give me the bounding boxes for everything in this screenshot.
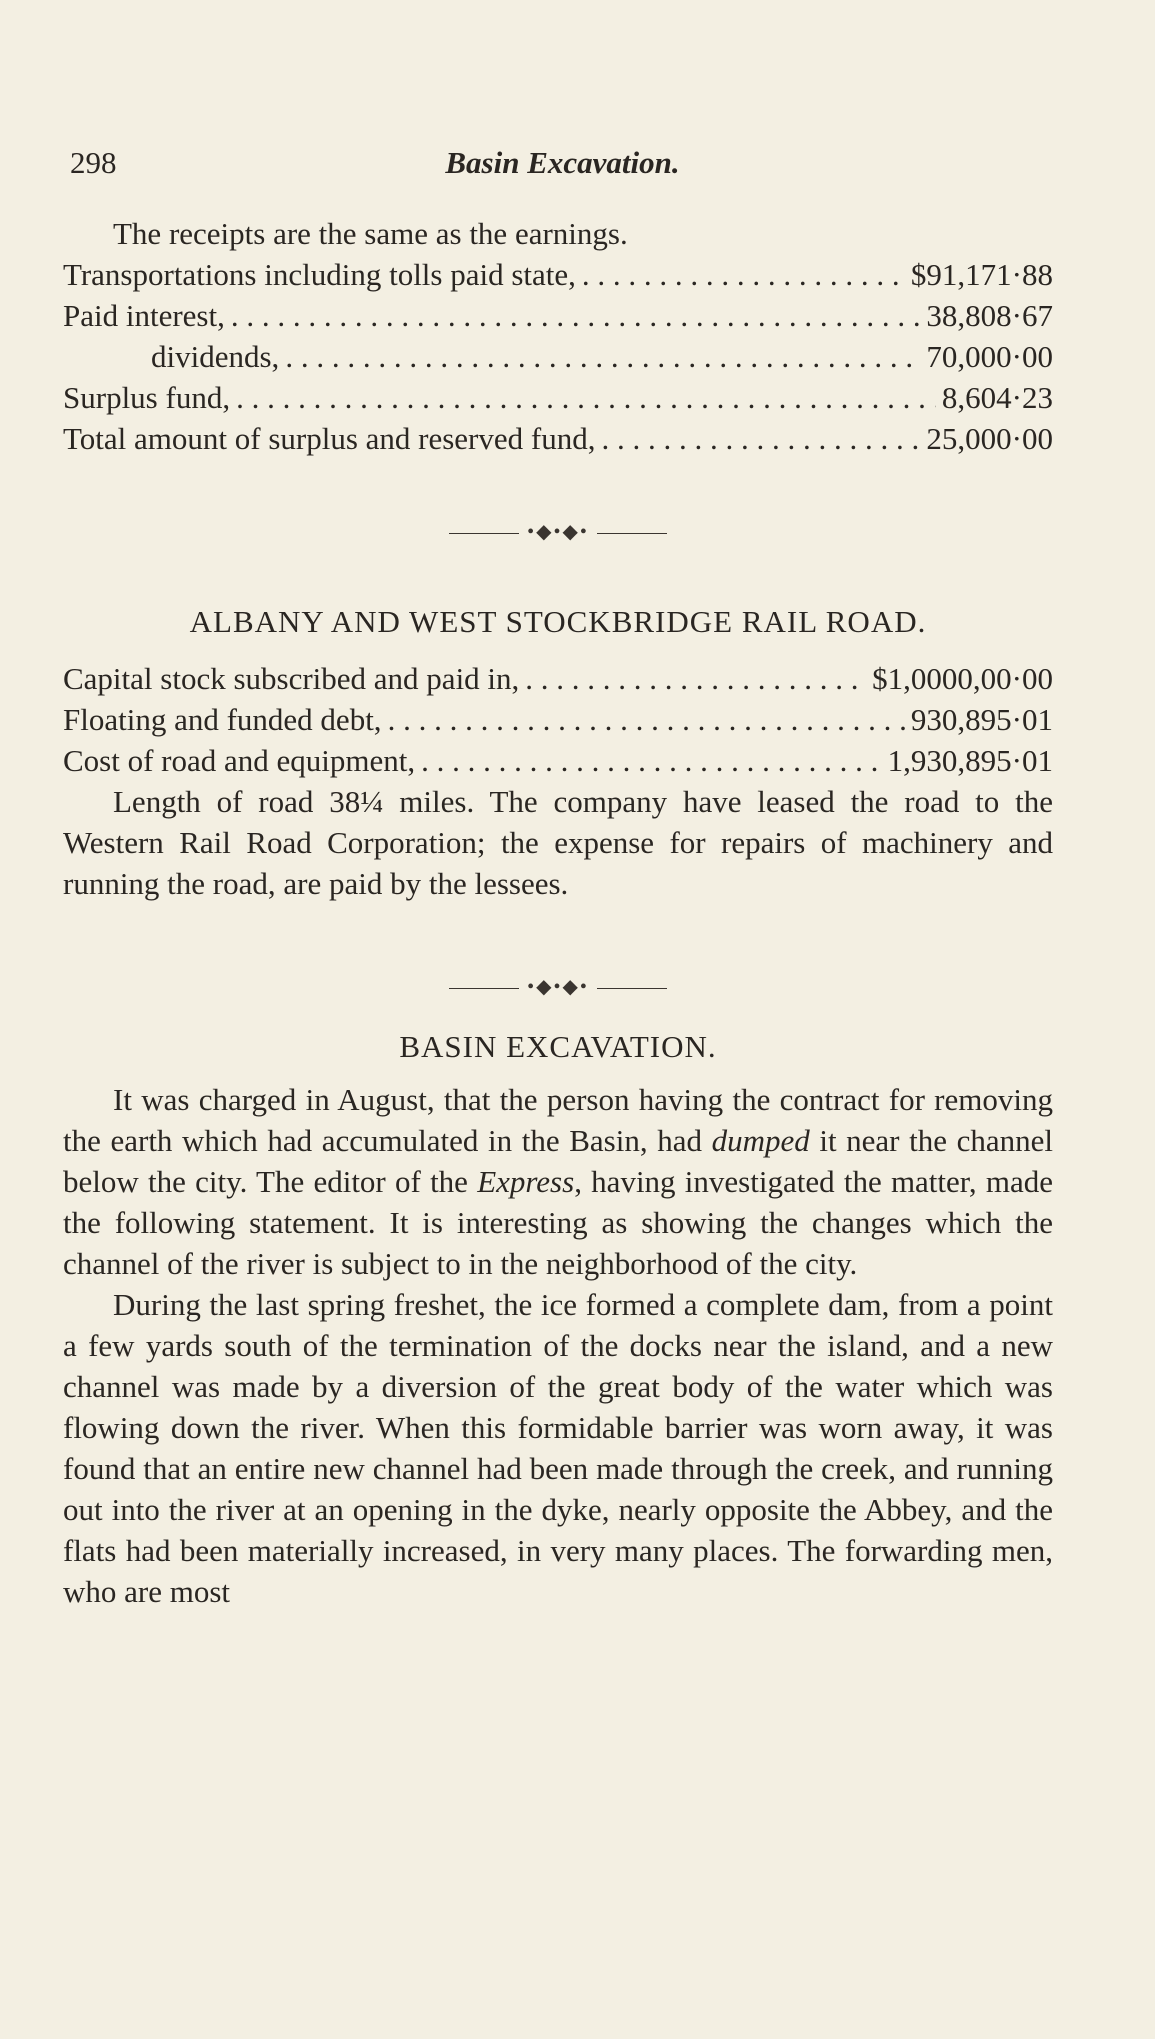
- leader-dots: [421, 740, 882, 781]
- basin-paragraph-1: [63, 1079, 1053, 1284]
- row-value: $1,0000,00·00: [872, 661, 1053, 696]
- table-row: [63, 740, 1053, 781]
- table-row: [63, 418, 1053, 459]
- leader-dots: [388, 699, 905, 740]
- row-label: Cost of road and equipment,: [63, 743, 416, 778]
- section-heading-rail-road: ALBANY AND WEST STOCKBRIDGE RAIL ROAD.: [189, 604, 927, 639]
- rail-road-paragraph: Length of road 38¼ miles. The company have leased the road to the Western Rail Road Corporation; the expense for repairs of machinery and running the road, are paid by the lessees.: [63, 784, 1053, 901]
- row-label: Transportations including tolls paid state,: [63, 257, 576, 292]
- row-label: dividends,: [151, 339, 280, 374]
- section-divider-ornament: •◆•◆•: [63, 974, 1053, 999]
- earnings-table: [63, 254, 1053, 459]
- leader-dots: [525, 658, 866, 699]
- table-row: [63, 295, 1053, 336]
- row-value: 8,604·23: [941, 380, 1053, 415]
- leader-dots: [231, 295, 921, 336]
- row-label: Floating and funded debt,: [63, 702, 382, 737]
- page-body: [63, 213, 1053, 1612]
- page-number: 298: [70, 145, 117, 180]
- leader-dots: [601, 418, 920, 459]
- running-title: Basin Excavation.: [445, 145, 680, 180]
- row-label: Surplus fund,: [63, 380, 231, 415]
- row-value: 25,000·00: [926, 421, 1053, 456]
- receipts-intro: The receipts are the same as the earnings.: [113, 216, 628, 251]
- basin-paragraph-2: During the last spring freshet, the ice formed a complete dam, from a point a few yards south of the termination of the docks near the island, and a new channel was made by a diversion of the great body of the water which was flowing down the river. When this formidable barrier was worn away, it was found that an entire new channel had been made through the creek, and running out into the river at an opening in the dyke, nearly opposite the Abbey, and the flats had been materially increased, in very many places. The forwarding men, who are most: [63, 1287, 1053, 1609]
- section-divider-ornament: •◆•◆•: [63, 519, 1053, 544]
- leader-dots: [582, 254, 905, 295]
- table-row: [63, 658, 1053, 699]
- row-value: 1,930,895·01: [887, 743, 1053, 778]
- table-row: [63, 254, 1053, 295]
- leader-dots: [236, 377, 936, 418]
- table-row: [63, 336, 1053, 377]
- section-heading-basin: BASIN EXCAVATION.: [399, 1029, 717, 1064]
- row-label: Total amount of surplus and reserved fund,: [63, 421, 596, 456]
- row-label: Capital stock subscribed and paid in,: [63, 661, 520, 696]
- text-run: , having investigated the matter, made the following statement. It is interesting as showing the changes which the channel of the river is subject to in the neighborhood of the city.: [63, 1164, 1053, 1281]
- table-row: [63, 699, 1053, 740]
- italic-term: dumped: [711, 1123, 810, 1158]
- row-value: 70,000·00: [926, 339, 1053, 374]
- row-value: 38,808·67: [926, 298, 1053, 333]
- page-header: [70, 145, 1055, 185]
- row-label: Paid interest,: [63, 298, 225, 333]
- text-run: it near the channel below the city. The editor of the: [63, 1123, 1053, 1199]
- table-row: [63, 377, 1053, 418]
- leader-dots: [285, 336, 920, 377]
- row-value: $91,171·88: [910, 257, 1053, 292]
- row-value: 930,895·01: [910, 702, 1053, 737]
- rail-road-table: [63, 658, 1053, 781]
- text-run: It was charged in August, that the person having the contract for removing the earth which had accumulated in the Basin, had: [63, 1082, 1053, 1158]
- newspaper-title: Express: [477, 1164, 575, 1199]
